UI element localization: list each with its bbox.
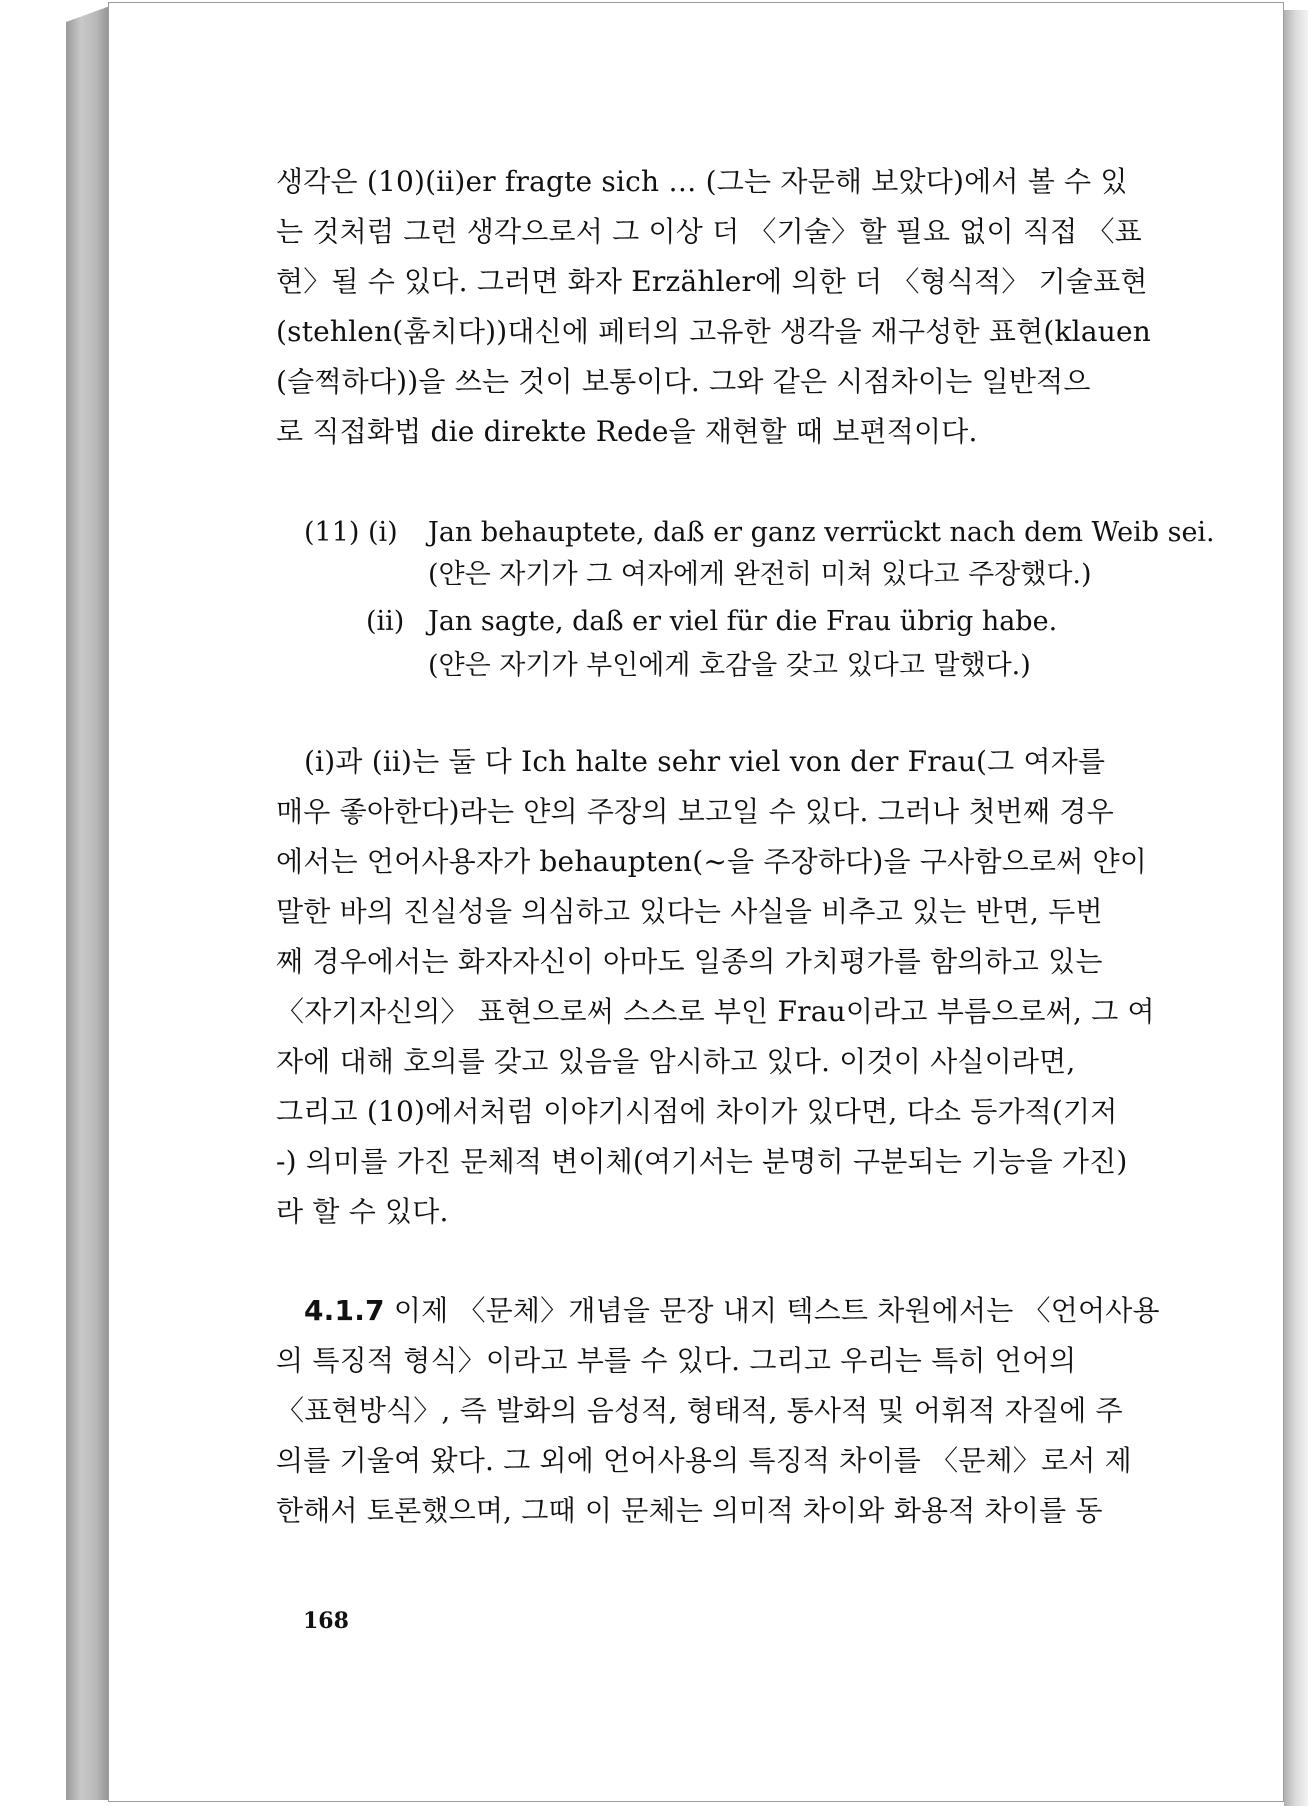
text-line: 말한 바의 진실성을 의심하고 있다는 사실을 비추고 있는 반면, 두번: [276, 895, 1103, 928]
page-number: 168: [303, 1608, 349, 1634]
text-line: 는 것처럼 그런 생각으로서 그 이상 더 〈기술〉할 필요 없이 직접 〈표: [276, 215, 1142, 248]
text-line: 자에 대해 호의를 갖고 있음을 암시하고 있다. 이것이 사실이라면,: [276, 1045, 1076, 1078]
text-line: 째 경우에서는 화자자신이 아마도 일종의 가치평가를 함의하고 있는: [276, 945, 1103, 978]
example-label-i: (ⅰ): [368, 517, 398, 548]
text-line: 로 직접화법 die direkte Rede을 재현할 때 보편적이다.: [276, 415, 978, 448]
text-line: 생각은 (10)(ⅱ)er fragte sich … (그는 자문해 보았다)에서 볼 수 있: [276, 165, 1128, 198]
book-spine: [66, 4, 110, 1800]
example-korean-i: (얀은 자기가 그 여자에게 완전히 미쳐 있다고 주장했다.): [428, 559, 1092, 590]
text-line: (ⅰ)과 (ⅱ)는 둘 다 Ich halte sehr viel von der Frau(그 여자를: [304, 745, 1106, 778]
example-german-ii: Jan sagte, daß er viel für die Frau übrig habe.: [428, 606, 1058, 637]
text-line: 그리고 (10)에서처럼 이야기시점에 차이가 있다면, 다소 등가적(기저: [276, 1095, 1118, 1128]
text-line: 현〉될 수 있다. 그러면 화자 Erzähler에 의한 더 〈형식적〉 기술표현: [276, 265, 1148, 298]
section-heading-text: 이제 〈문체〉개념을 문장 내지 텍스트 차원에서는 〈언어사용: [393, 1294, 1160, 1327]
text-line: 한해서 토론했으며, 그때 이 문체는 의미적 차이와 화용적 차이를 동: [276, 1494, 1103, 1527]
text-line: 〈자기자신의〉 표현으로써 스스로 부인 Frau이라고 부름으로써, 그 여: [276, 995, 1155, 1028]
book-spine-corner: [66, 4, 110, 24]
text-line: 의를 기울여 왔다. 그 외에 언어사용의 특징적 차이를 〈문체〉로서 제: [276, 1444, 1132, 1477]
text-line: (stehlen(훔치다))대신에 페터의 고유한 생각을 재구성한 표현(klauen: [276, 315, 1151, 348]
example-korean-ii: (얀은 자기가 부인에게 호감을 갖고 있다고 말했다.): [428, 650, 1031, 681]
section-number: 4.1.7: [304, 1294, 385, 1327]
text-line: 〈표현방식〉, 즉 발화의 음성적, 형태적, 통사적 및 어휘적 자질에 주: [276, 1394, 1123, 1427]
text-line: -) 의미를 가진 문체적 변이체(여기서는 분명히 구분되는 기능을 가진): [276, 1145, 1128, 1178]
text-line: 에서는 언어사용자가 behaupten(~을 주장하다)을 구사함으로써 얀이: [276, 845, 1147, 878]
example-label-ii: (ⅱ): [366, 606, 405, 637]
text-line: 매우 좋아한다)라는 얀의 주장의 보고일 수 있다. 그러나 첫번째 경우: [276, 795, 1114, 828]
page-edge-shadow: [1284, 10, 1308, 1806]
example-number: (11): [304, 517, 360, 548]
section-first-line: [304, 1294, 1160, 1327]
text-line: 의 특징적 형식〉이라고 부를 수 있다. 그리고 우리는 특히 언어의: [276, 1344, 1077, 1377]
text-line: 라 할 수 있다.: [276, 1195, 449, 1228]
example-german-i: Jan behauptete, daß er ganz verrückt nach dem Weib sei.: [428, 517, 1215, 548]
text-line: (슬쩍하다))을 쓰는 것이 보통이다. 그와 같은 시점차이는 일반적으: [276, 365, 1091, 398]
